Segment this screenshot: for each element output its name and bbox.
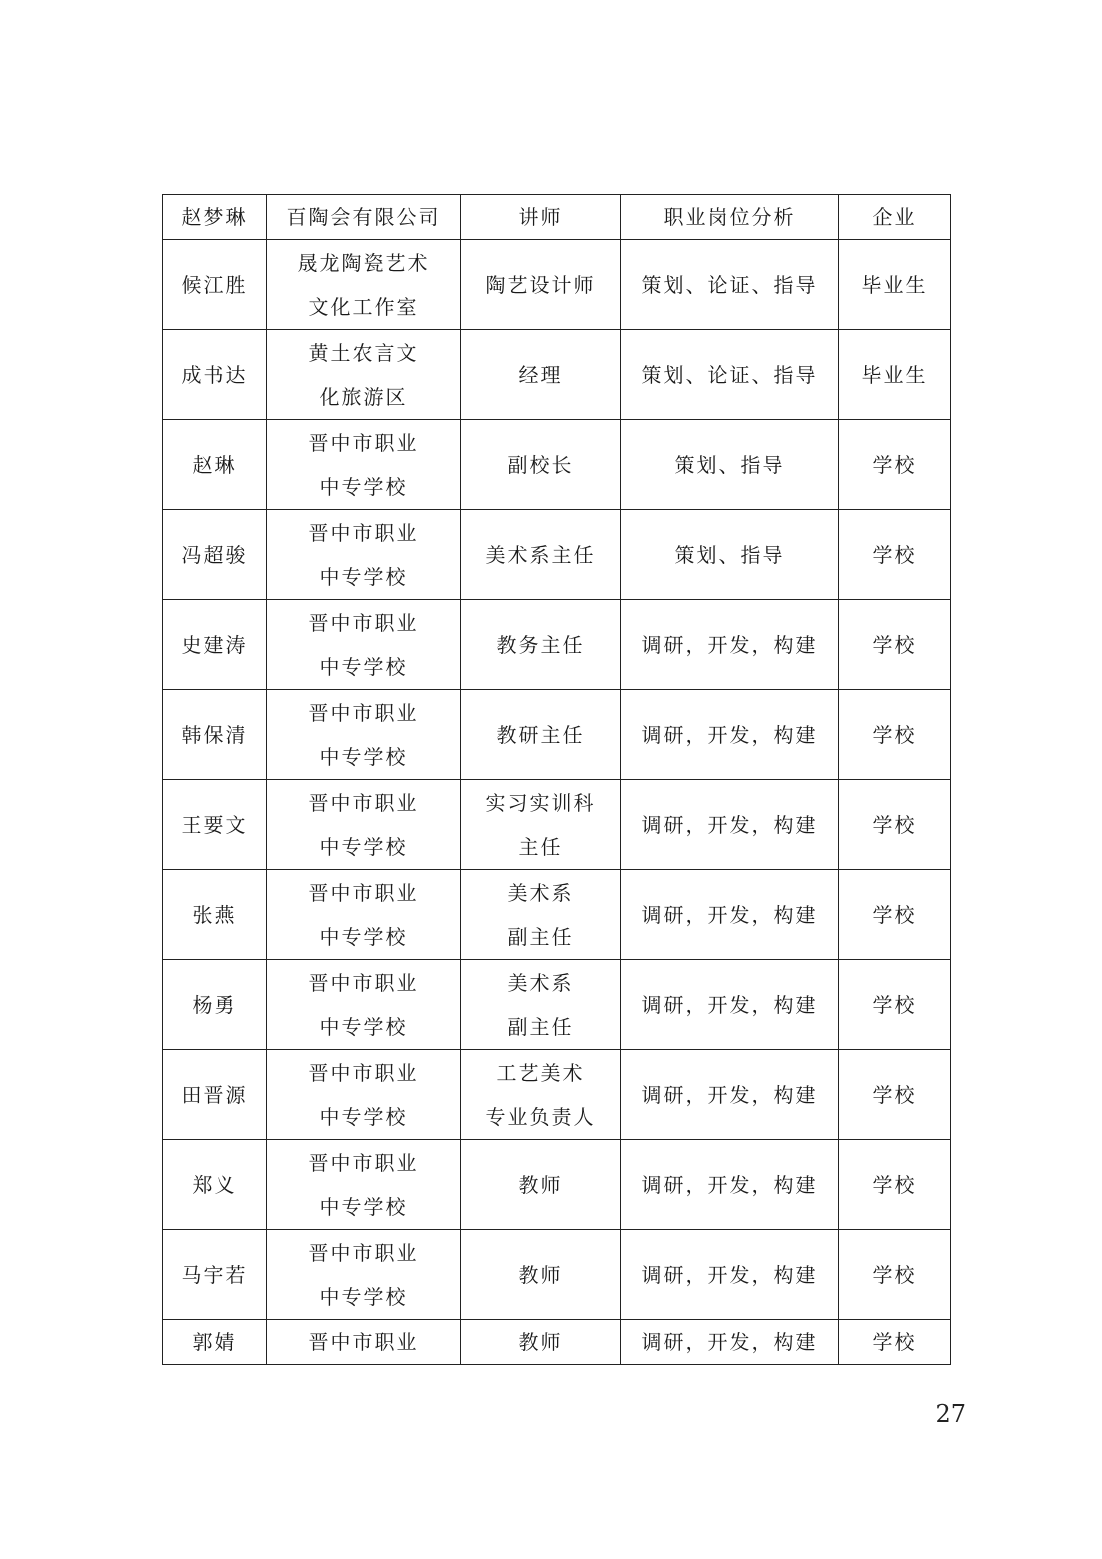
unit-cell-line: 晋中市职业 bbox=[308, 1060, 419, 1085]
table-row bbox=[163, 1320, 951, 1365]
unit-cell-line: 晋中市职业 bbox=[308, 1330, 419, 1354]
staff-table bbox=[162, 194, 951, 1365]
table-row bbox=[163, 600, 951, 690]
title-cell-line: 陶艺设计师 bbox=[485, 272, 596, 297]
unit-cell-line: 中专学校 bbox=[319, 834, 408, 859]
page-number: 27 bbox=[935, 1400, 966, 1428]
title-cell bbox=[461, 195, 621, 240]
duty-cell: 职业岗位分析 bbox=[621, 195, 839, 240]
title-cell bbox=[461, 240, 621, 330]
name-cell: 史建涛 bbox=[163, 600, 267, 690]
title-cell-line: 实习实训科 bbox=[485, 790, 596, 815]
title-cell bbox=[461, 1050, 621, 1140]
unit-cell bbox=[267, 330, 461, 420]
title-cell bbox=[461, 690, 621, 780]
type-cell: 学校 bbox=[839, 510, 951, 600]
name-cell: 马宇若 bbox=[163, 1230, 267, 1320]
name-cell: 冯超骏 bbox=[163, 510, 267, 600]
duty-cell: 策划、指导 bbox=[621, 510, 839, 600]
table-row bbox=[163, 420, 951, 510]
table-row bbox=[163, 1230, 951, 1320]
duty-cell: 调研，开发，构建 bbox=[621, 1140, 839, 1230]
duty-cell: 调研，开发，构建 bbox=[621, 960, 839, 1050]
duty-cell: 调研，开发，构建 bbox=[621, 1230, 839, 1320]
title-cell-line: 教师 bbox=[518, 1172, 563, 1197]
unit-cell-line: 晋中市职业 bbox=[308, 880, 419, 905]
title-cell-line: 美术系 bbox=[507, 880, 574, 905]
type-cell: 学校 bbox=[839, 960, 951, 1050]
unit-cell-line: 晋中市职业 bbox=[308, 1150, 419, 1175]
unit-cell bbox=[267, 510, 461, 600]
duty-cell: 策划、论证、指导 bbox=[621, 330, 839, 420]
title-cell bbox=[461, 1230, 621, 1320]
duty-cell: 策划、论证、指导 bbox=[621, 240, 839, 330]
title-cell bbox=[461, 600, 621, 690]
title-cell-line: 美术系 bbox=[507, 970, 574, 995]
table-row bbox=[163, 195, 951, 240]
type-cell: 企业 bbox=[839, 195, 951, 240]
title-cell-line: 教师 bbox=[518, 1262, 563, 1287]
title-cell bbox=[461, 330, 621, 420]
table-row bbox=[163, 1050, 951, 1140]
type-cell: 学校 bbox=[839, 1320, 951, 1365]
unit-cell-line: 晋中市职业 bbox=[308, 790, 419, 815]
title-cell-line: 讲师 bbox=[518, 205, 563, 229]
unit-cell bbox=[267, 600, 461, 690]
table-row bbox=[163, 330, 951, 420]
duty-cell: 调研，开发，构建 bbox=[621, 1320, 839, 1365]
type-cell: 学校 bbox=[839, 1230, 951, 1320]
unit-cell bbox=[267, 1050, 461, 1140]
name-cell: 韩保清 bbox=[163, 690, 267, 780]
duty-cell: 调研，开发，构建 bbox=[621, 600, 839, 690]
type-cell: 毕业生 bbox=[839, 240, 951, 330]
title-cell-line: 专业负责人 bbox=[485, 1104, 596, 1129]
type-cell: 学校 bbox=[839, 870, 951, 960]
unit-cell-line: 中专学校 bbox=[319, 474, 408, 499]
unit-cell bbox=[267, 420, 461, 510]
title-cell-line: 教研主任 bbox=[496, 722, 585, 747]
duty-cell: 调研，开发，构建 bbox=[621, 1050, 839, 1140]
unit-cell-line: 化旅游区 bbox=[319, 384, 408, 409]
unit-cell-line: 晟龙陶瓷艺术 bbox=[297, 250, 430, 275]
staff-table-body bbox=[163, 195, 951, 1365]
title-cell-line: 副校长 bbox=[507, 452, 574, 477]
title-cell bbox=[461, 510, 621, 600]
table-row bbox=[163, 1140, 951, 1230]
unit-cell-line: 中专学校 bbox=[319, 924, 408, 949]
title-cell-line: 工艺美术 bbox=[496, 1060, 585, 1085]
unit-cell bbox=[267, 780, 461, 870]
unit-cell-line: 中专学校 bbox=[319, 564, 408, 589]
unit-cell bbox=[267, 195, 461, 240]
unit-cell-line: 中专学校 bbox=[319, 654, 408, 679]
unit-cell-line: 晋中市职业 bbox=[308, 700, 419, 725]
unit-cell-line: 中专学校 bbox=[319, 1104, 408, 1129]
duty-cell: 调研，开发，构建 bbox=[621, 690, 839, 780]
unit-cell bbox=[267, 960, 461, 1050]
title-cell-line: 副主任 bbox=[507, 924, 574, 949]
unit-cell-line: 文化工作室 bbox=[308, 294, 419, 319]
title-cell bbox=[461, 420, 621, 510]
name-cell: 田晋源 bbox=[163, 1050, 267, 1140]
unit-cell-line: 黄土农言文 bbox=[308, 340, 419, 365]
name-cell: 候江胜 bbox=[163, 240, 267, 330]
unit-cell-line: 晋中市职业 bbox=[308, 970, 419, 995]
unit-cell-line: 晋中市职业 bbox=[308, 1240, 419, 1265]
name-cell: 张燕 bbox=[163, 870, 267, 960]
table-row bbox=[163, 240, 951, 330]
name-cell: 郑义 bbox=[163, 1140, 267, 1230]
type-cell: 毕业生 bbox=[839, 330, 951, 420]
unit-cell-line: 中专学校 bbox=[319, 1014, 408, 1039]
table-row bbox=[163, 960, 951, 1050]
duty-cell: 调研，开发，构建 bbox=[621, 780, 839, 870]
unit-cell bbox=[267, 1140, 461, 1230]
table-row bbox=[163, 870, 951, 960]
unit-cell-line: 中专学校 bbox=[319, 1194, 408, 1219]
name-cell: 杨勇 bbox=[163, 960, 267, 1050]
name-cell: 赵梦琳 bbox=[163, 195, 267, 240]
title-cell bbox=[461, 1140, 621, 1230]
name-cell: 赵琳 bbox=[163, 420, 267, 510]
type-cell: 学校 bbox=[839, 690, 951, 780]
title-cell bbox=[461, 1320, 621, 1365]
title-cell-line: 美术系主任 bbox=[485, 542, 596, 567]
table-row bbox=[163, 510, 951, 600]
duty-cell: 策划、指导 bbox=[621, 420, 839, 510]
unit-cell-line: 中专学校 bbox=[319, 744, 408, 769]
unit-cell-line: 晋中市职业 bbox=[308, 430, 419, 455]
duty-cell: 调研，开发，构建 bbox=[621, 870, 839, 960]
title-cell bbox=[461, 780, 621, 870]
unit-cell bbox=[267, 240, 461, 330]
table-row bbox=[163, 690, 951, 780]
table-row bbox=[163, 780, 951, 870]
unit-cell-line: 晋中市职业 bbox=[308, 610, 419, 635]
type-cell: 学校 bbox=[839, 420, 951, 510]
title-cell bbox=[461, 870, 621, 960]
title-cell-line: 主任 bbox=[518, 834, 563, 859]
unit-cell bbox=[267, 1320, 461, 1365]
unit-cell bbox=[267, 1230, 461, 1320]
type-cell: 学校 bbox=[839, 780, 951, 870]
unit-cell-line: 中专学校 bbox=[319, 1284, 408, 1309]
title-cell-line: 副主任 bbox=[507, 1014, 574, 1039]
title-cell bbox=[461, 960, 621, 1050]
unit-cell bbox=[267, 870, 461, 960]
type-cell: 学校 bbox=[839, 600, 951, 690]
title-cell-line: 教务主任 bbox=[496, 632, 585, 657]
name-cell: 成书达 bbox=[163, 330, 267, 420]
type-cell: 学校 bbox=[839, 1050, 951, 1140]
type-cell: 学校 bbox=[839, 1140, 951, 1230]
name-cell: 王要文 bbox=[163, 780, 267, 870]
unit-cell-line: 晋中市职业 bbox=[308, 520, 419, 545]
unit-cell-line: 百陶会有限公司 bbox=[286, 205, 441, 229]
unit-cell bbox=[267, 690, 461, 780]
name-cell: 郭婧 bbox=[163, 1320, 267, 1365]
title-cell-line: 教师 bbox=[518, 1330, 563, 1354]
title-cell-line: 经理 bbox=[518, 362, 563, 387]
